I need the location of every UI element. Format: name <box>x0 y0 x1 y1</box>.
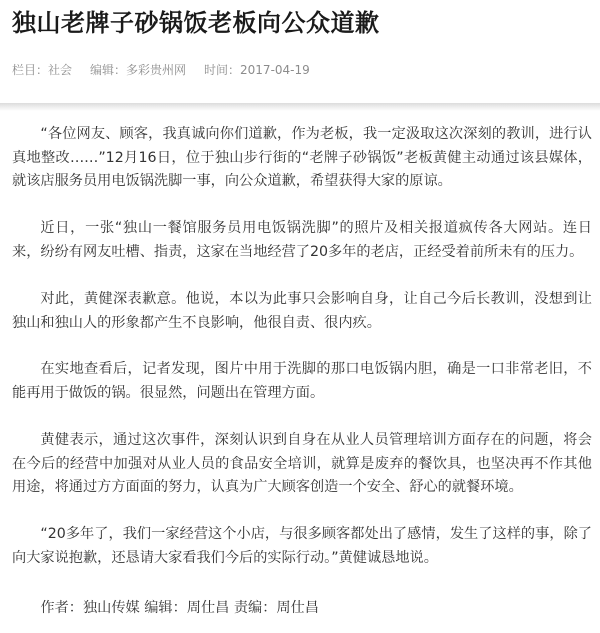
article-byline: 作者：独山传媒 编辑：周仕昌 责编：周仕昌 <box>40 600 319 616</box>
paragraph-2: 近日，一张“独山一餐馆服务员用电饭锅洗脚”的照片及相关报道疯传各大网站。连日来，纷纷有网友吐槽、指责，这家在当地经营了20多年的老店，正经受着前所未有的压力。 <box>12 220 592 260</box>
paragraph-3: 对此，黄健深表歉意。他说，本以为此事只会影响自身，让自己今后长教训，没想到让独山和独山人的形象都产生不良影响，他很自责、很内疚。 <box>12 291 592 331</box>
meta-editor: 编辑：多彩贵州网 <box>90 63 187 77</box>
article-title: 独山老牌子砂锅饭老板向公众道歉 <box>12 9 380 37</box>
article-meta <box>12 62 310 78</box>
meta-time: 时间：2017-04-19 <box>204 63 310 77</box>
paragraph-4: 在实地查看后，记者发现，图片中用于洗脚的那口电饭锅内胆，确是一口非常老旧，不能再用于做饭的锅。很显然，问题出在管理方面。 <box>12 361 592 401</box>
paragraph-5: 黄健表示，通过这次事件，深刻认识到自身在从业人员管理培训方面存在的问题，将会在今后的经营中加强对从业人员的食品安全培训，就算是废弃的餐饮具，也坚决再不作其他用途，将通过方方面面的努力，认真为广大顾客创造一个安全、舒心的就餐环境。 <box>12 432 592 495</box>
paragraph-6: “20多年了，我们一家经营这个小店，与很多顾客都处出了感情，发生了这样的事，除了向大家说抱歉，还恳请大家看我们今后的实际行动。”黄健诚恳地说。 <box>12 526 592 566</box>
paragraph-1: “各位网友、顾客，我真诚向你们道歉，作为老板，我一定汲取这次深刻的教训，进行认真地整改……”12月16日，位于独山步行街的“老牌子砂锅饭”老板黄健主动通过该县媒体，就该店服务员用电饭锅洗脚一事，向公众道歉，希望获得大家的原谅。 <box>12 126 592 189</box>
header-divider <box>0 103 600 111</box>
meta-column: 栏目：社会 <box>12 63 73 77</box>
